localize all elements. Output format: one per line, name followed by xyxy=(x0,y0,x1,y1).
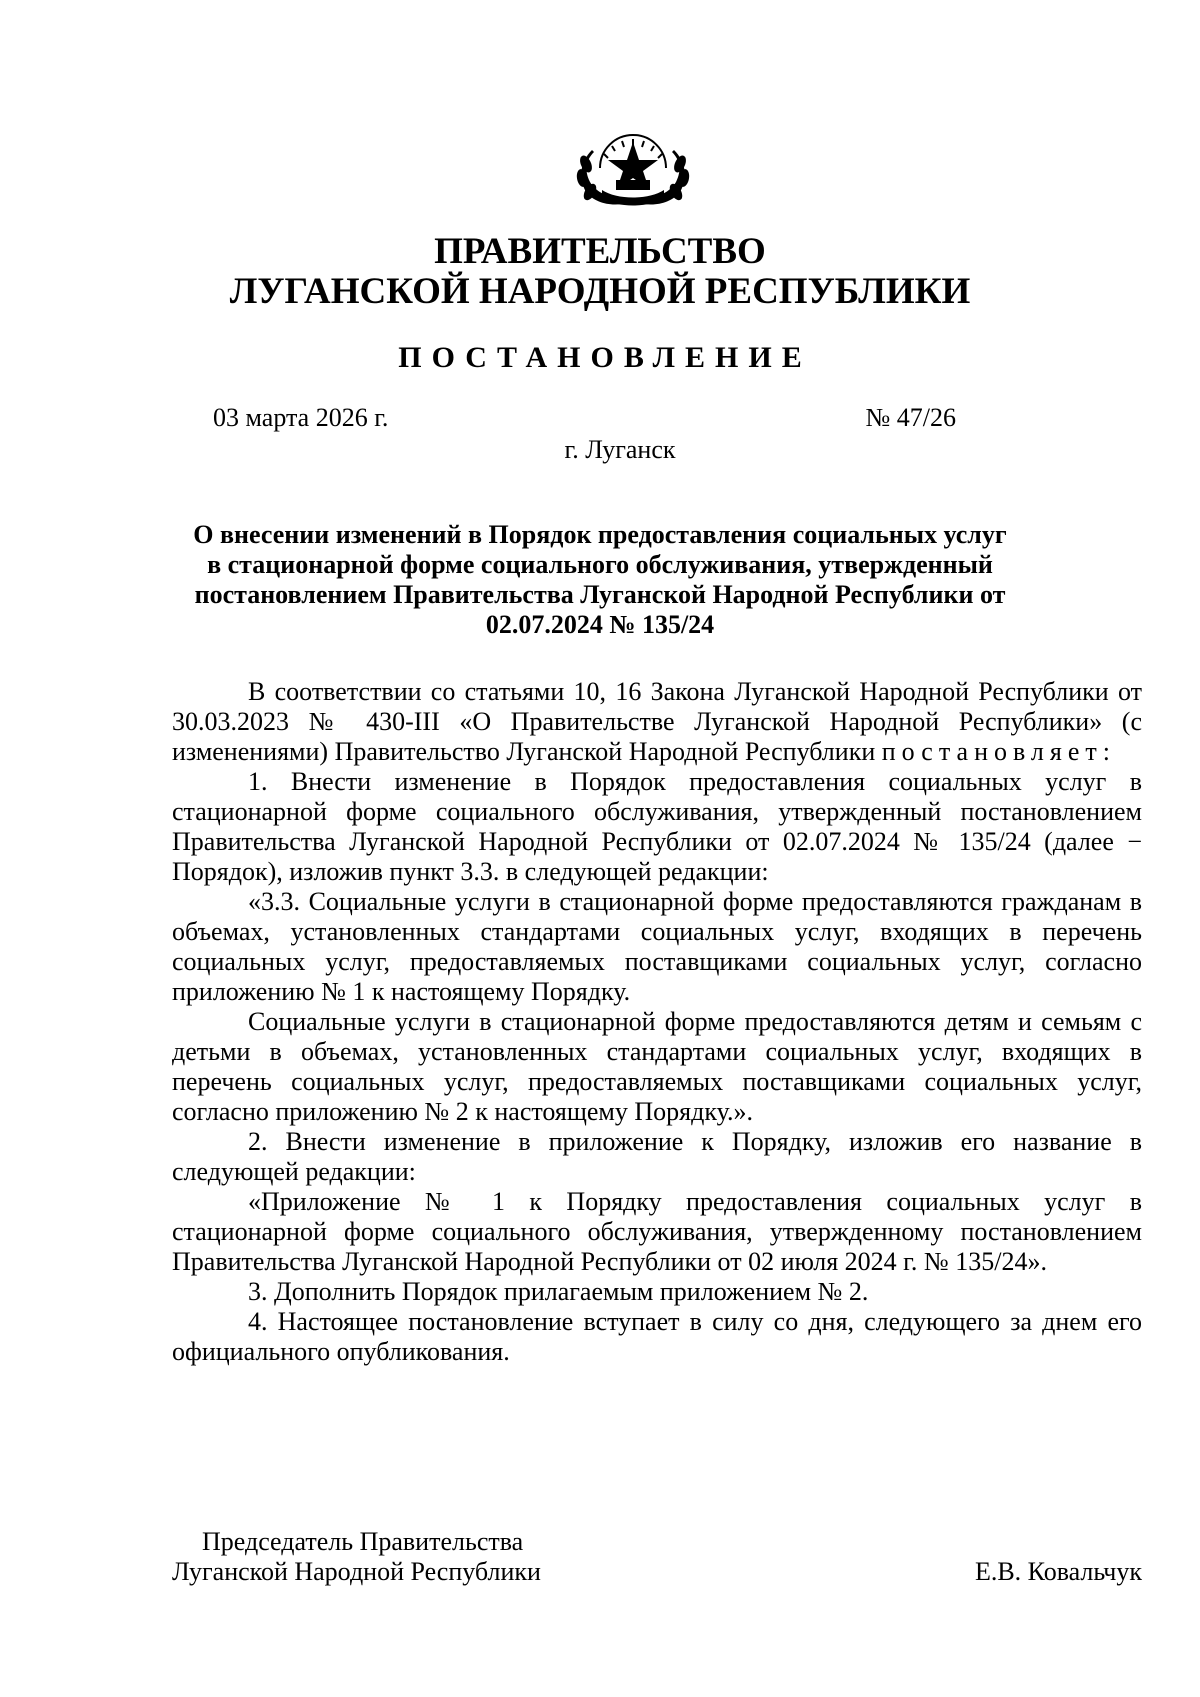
preamble-text: В соответствии со статьями 10, 16 Закона Луганской Народной Республики от 30.03.2023 № 430-III «О Правительстве Луганской Народной Республики» (с изменениями) Правительство Луганской Народной Республики xyxy=(172,677,1142,766)
state-emblem-icon xyxy=(572,120,694,210)
signature-row xyxy=(172,1557,1142,1587)
signatory-position-line1: Председатель Правительства xyxy=(202,1527,524,1556)
item-1: 1. Внести изменение в Порядок предоставления социальных услуг в стационарной форме социального обслуживания, утвержденный постановлением Правительства Луганской Народной Республики от 02.07.2024 № 135/24 (далее − Порядок), изложив пункт 3.3. в следующей редакции: xyxy=(172,767,1142,886)
document-subject: О внесении изменений в Порядок предоставления социальных услуг в стационарной форме социального обслуживания, утвержденный постановлением Правительства Луганской Народной Республики от 02.07.2024 № 135/24 xyxy=(193,520,1007,639)
org-title-line2: ЛУГАНСКОЙ НАРОДНОЙ РЕСПУБЛИКИ xyxy=(229,271,971,312)
document-number: № 47/26 xyxy=(865,403,956,432)
item-1-quote-paragraph-1: «3.3. Социальные услуги в стационарной форме предоставляются гражданам в объемах, установленных стандартами социальных услуг, входящих в перечень социальных услуг, предоставляемых поставщиками социальных услуг, согласно приложению № 1 к настоящему Порядку. xyxy=(172,887,1142,1006)
item-3: 3. Дополнить Порядок прилагаемым приложением № 2. xyxy=(248,1277,869,1306)
org-title-line1: ПРАВИТЕЛЬСТВО xyxy=(434,231,766,272)
item-1-quote-paragraph-2: Социальные услуги в стационарной форме предоставляются детям и семьям с детьми в объемах, установленных стандартами социальных услуг, входящих в перечень социальных услуг, предоставляемых поставщиками социальных услуг, согласно приложению № 2 к настоящему Порядку.». xyxy=(172,1007,1142,1126)
document-body xyxy=(172,677,1142,1367)
signatory-name: Е.В. Ковальчук xyxy=(974,1557,1142,1586)
item-2: 2. Внести изменение в приложение к Порядку, изложив его название в следующей редакции: xyxy=(172,1127,1142,1186)
decrees-word: постановляет: xyxy=(881,737,1116,766)
document-date: 03 марта 2026 г. xyxy=(213,403,389,432)
document-city: г. Луганск xyxy=(564,435,676,464)
document-type: ПОСТАНОВЛЕНИЕ xyxy=(398,341,812,374)
item-4: 4. Настоящее постановление вступает в силу со дня, следующего за днем его официального опубликования. xyxy=(172,1307,1142,1366)
signature-block xyxy=(172,1527,1142,1587)
preamble-paragraph xyxy=(172,677,1142,767)
signatory-position-line2: Луганской Народной Республики xyxy=(172,1557,541,1586)
item-2-quote: «Приложение № 1 к Порядку предоставления социальных услуг в стационарной форме социального обслуживания, утвержденному постановлением Правительства Луганской Народной Республики от 02 июля 2024 г. № 135/24». xyxy=(172,1187,1142,1276)
